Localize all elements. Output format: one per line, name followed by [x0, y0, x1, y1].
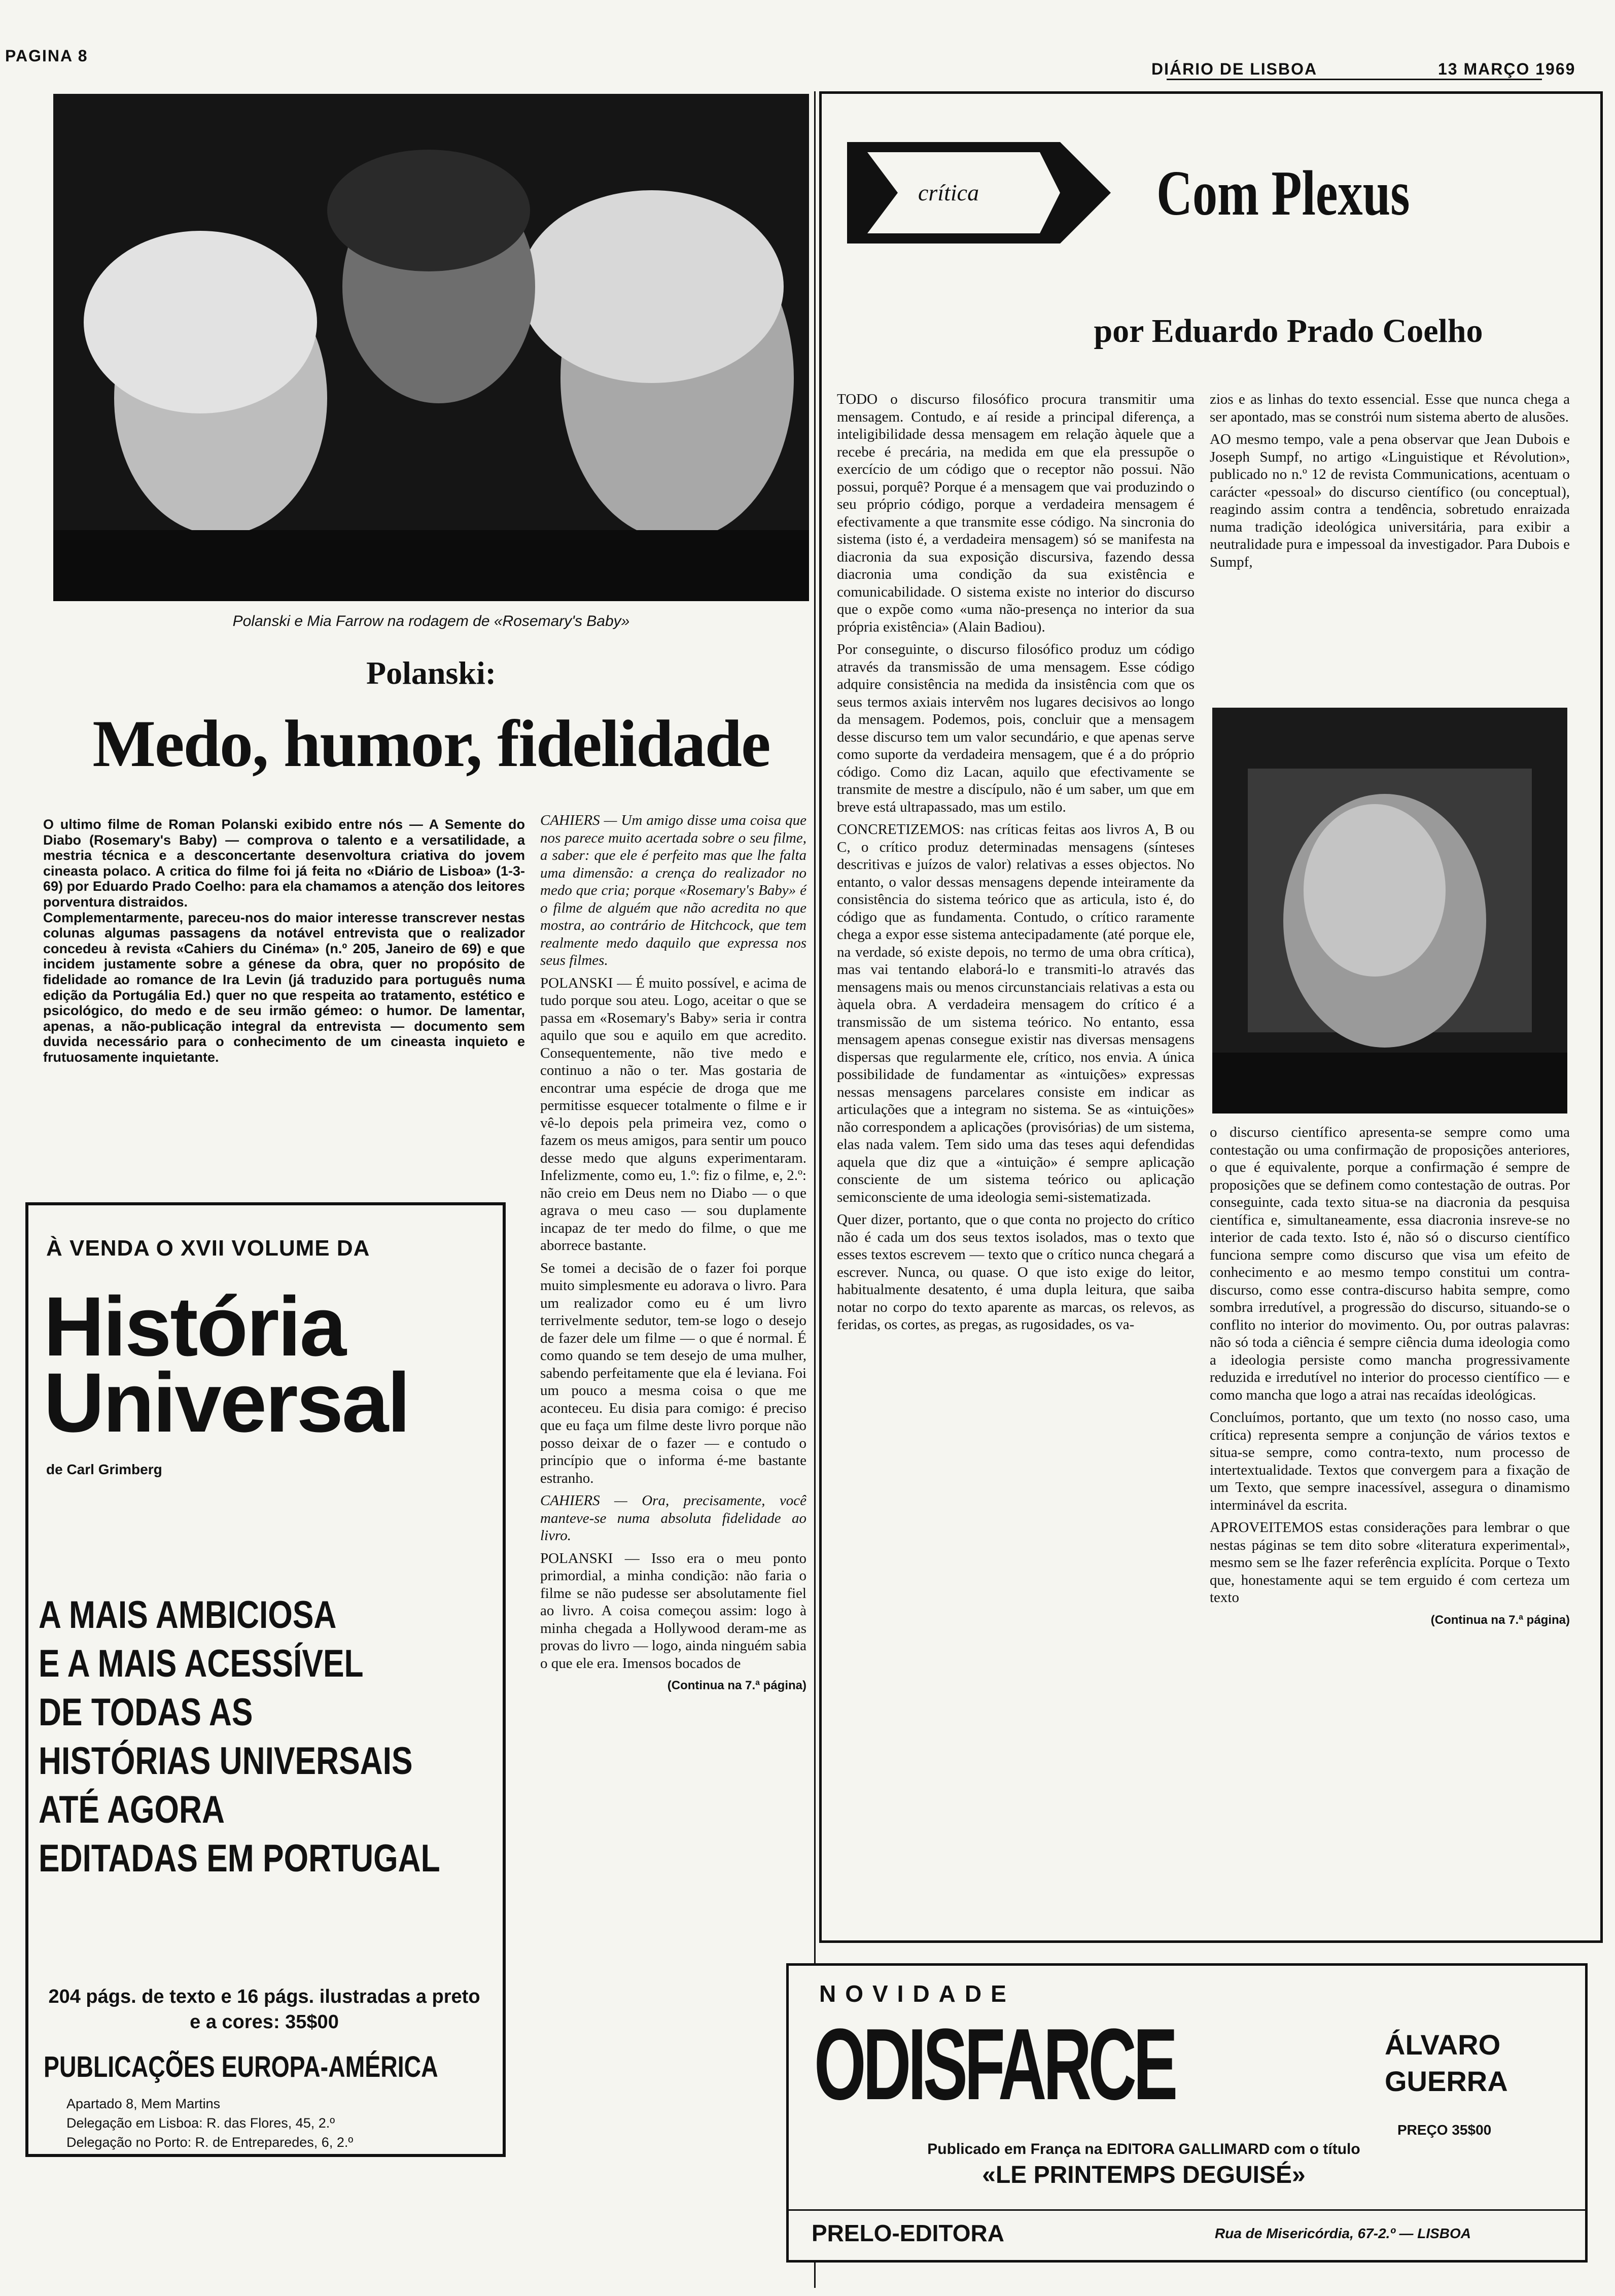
ad-address: Rua de Misericórdia, 67-2.º — LISBOA — [1215, 2225, 1471, 2241]
historia-universal-ad — [25, 1202, 506, 2157]
polanski-photo — [53, 94, 809, 601]
ad-top-line: NOVIDADE — [819, 1980, 1015, 2007]
text-column-2b — [1210, 1124, 1570, 1629]
ad-price: PREÇO 35$00 — [1397, 2122, 1492, 2138]
slogan-line: A MAIS AMBICIOSA — [39, 1593, 337, 1637]
slogan-line: ATÉ AGORA — [39, 1788, 225, 1831]
ad-title-line: História — [44, 1280, 345, 1374]
section-label: crítica — [918, 180, 979, 205]
interview-answer: POLANSKI — É muito possível, e acima de tudo porque sou ateu. Logo, aceitar o que se passa em «Rosemary's Baby» seria ir contra aquilo que sou e aquilo em que acredito. Consequentemente, não tive medo e continuo a não o ter. Mas gostaria de encontrar uma espécie de droga que me permitisse esquecer totalmente o filme e ir vê-lo depois pela primeira vez, como o fazem os meus amigos, para sentir um pouco desse medo que alguns experimentaram. Infelizmente, como eu, 1.º: fiz o filme, e, 2.º: não creio em Deus nem no Diabo — o que agrava o meu caso — sou duplamente incapaz de ter medo do filme, o que me aborrece bastante. — [540, 975, 806, 1254]
article-headline: Medo, humor, fidelidade — [92, 706, 770, 781]
continued-note: (Continua na 7.ª página) — [667, 1679, 806, 1692]
newspaper-name: DIÁRIO DE LISBOA — [1151, 60, 1318, 78]
odisfarce-ad — [786, 1963, 1588, 2263]
ad-publisher: PUBLICAÇÕES EUROPA-AMÉRICA — [44, 2050, 438, 2083]
text-column-1 — [837, 391, 1195, 1339]
ad-top-line: À VENDA O XVII VOLUME DA — [46, 1236, 370, 1261]
address-line: Delegação em Lisboa: R. das Flores, 45, 2.º — [66, 2115, 335, 2131]
header-rule — [1167, 79, 1542, 80]
interview-answer: POLANSKI — Isso era o meu ponto primordial, a minha condição: não faria o filme se não pudesse ser absolutamente fiel ao livro. A coisa começou assim: logo à minha chegada a Hollywood deram-me as provas do livro — logo, ainda ninguém sabia o que ele era. Imensos bocados de — [540, 1550, 806, 1672]
ad-specs: 204 págs. de texto e 16 págs. ilustradas a preto e a cores: 35$00 — [48, 1986, 480, 2033]
address-line: Apartado 8, Mem Martins — [66, 2096, 221, 2111]
intro-paragraph: Complementarmente, pareceu-nos do maior interesse transcrever nestas colunas algumas passagens da notável entrevista que o realizador concedeu à revista «Cahiers du Cinéma» (n.º 205, Janeiro de 69) e que incidem justamente sobre a génese da obra, quer no propósito de fidelidade ao romance de Ira Levin (já traduzido para português numa edição da Portugália Ed.) quer no que respeita ao tratamento, estético e psicológico, do medo e de seu irmão gémeo: o humor. De lamentar, apenas, a não-publicação integral da entrevista — documento sem duvida necessário para o conhecimento de um cineasta inquieto e frutuosamente inquietante. — [43, 910, 525, 1065]
ad-note: Publicado em França na EDITORA GALLIMARD com o título — [927, 2141, 1360, 2158]
body-paragraph: o discurso científico apresenta-se sempre como uma contestação ou uma confirmação de proposições anteriores, o que é equivalente, porque a confirmação é sempre de proposições que se definem como contestação de outras. Por conseguinte, cada texto situa-se na diacronia da pesquisa científica e, simultaneamente, essa diacronia insreve-se no interior de cada texto. Isto é, não só o discurso científico funciona sempre como discurso que visa um efeito de conhecimento e ao mesmo tempo constitui um contra-discurso, como esse contra-discurso habita sempre, como sombra irredutível, a progressão do discurso, situando-se o conflito no interior do movimento. Ou, por outras palavras: não só toda a ciência é sempre ciência duma ideologia como a ideologia persiste como mancha progressivamente reduzida e irredutível no interior do processo científico — e como mancha que logo a atrai nas recaídas ideológicas. — [1210, 1124, 1570, 1403]
slogan-line: EDITADAS EM PORTUGAL — [39, 1837, 440, 1880]
ad-slogan — [39, 1591, 495, 1883]
ad-title: ODISFARCE — [814, 2008, 1175, 2121]
interview-question: CAHIERS — Um amigo disse uma coisa que nos parece muito acertada sobre o seu filme, a saber: que ele é perfeito mas que lhe falta uma dimensão: a crença do realizador no medo que cria; porque «Rosemary's Baby» é o filme de alguém que não acredita no que mostra, ao contrário de Hitchcock, que tem realmente medo daquilo que expressa nos seus filmes. — [540, 812, 806, 968]
ad-publisher: PRELO-EDITORA — [812, 2220, 1004, 2246]
continued-note: (Continua na 7.ª página) — [1430, 1613, 1570, 1627]
body-paragraph: Concluímos, portanto, que um texto (no nosso caso, uma crítica) representa sempre a conjunção de vários textos e situa-se sempre, como contra-texto, num processo de intertextualidade. Textos que convergem para a fixação de um Texto, que sempre inacessível, assegura o dinamismo interminável da escrita. — [1210, 1409, 1570, 1513]
ad-addresses — [66, 2094, 482, 2152]
slogan-line: DE TODAS AS — [39, 1691, 253, 1734]
column-divider — [814, 91, 816, 2288]
ad-rule — [789, 2209, 1585, 2211]
body-paragraph: zios e as linhas do texto essencial. Esse que nunca chega a ser apontado, mas se constrói num sistema aberto de alusões. — [1210, 391, 1570, 425]
body-paragraph: AO mesmo tempo, vale a pena observar que Jean Dubois e Joseph Sumpf, no artigo «Linguistique et Révolution», publicado no n.º 12 de revista Communications, acentuam o carácter «pessoal» do discurso científico (ou conceptual), reagindo assim contra a tendência, sobretudo enraizada numa tradição ideológica universitária, para exibir a neutralidade pura e impessoal da investigador. Para Dubois e Sumpf, — [1210, 431, 1570, 570]
author-line: ÁLVARO — [1385, 2029, 1501, 2061]
ad-title-line: Universal — [44, 1356, 409, 1450]
ad-original-title: «LE PRINTEMPS DEGUISÉ» — [982, 2162, 1306, 2188]
issue-date: 13 MARÇO 1969 — [1438, 60, 1576, 78]
text-column-2 — [1210, 391, 1570, 576]
article-intro — [43, 817, 525, 1065]
article-byline: por Eduardo Prado Coelho — [1094, 312, 1483, 350]
body-paragraph: Quer dizer, portanto, que o que conta no projecto do crítico não é cada um dos seus textos isolados, mas o texto que esses textos escrevem — texto que o crítico nunca chegará a escrever. Nunca, ou quase. O que isto exige do leitor, habitualmente desatento, é uma dupla leitura, que saiba notar no corpo do texto aparente as marcas, os relevos, as feridas, os cortes, as pregas, as rugosidades, os va- — [837, 1211, 1195, 1333]
hand-photo — [1212, 708, 1567, 1114]
body-paragraph: Por conseguinte, o discurso filosófico produz um código através da transmissão de uma mensagem. Esse código adquire consistência na medida da insistência com que os seus termos axiais intervêm nos lugares decisivos ao longo da mensagem. Podemos, pois, concluir que a mensagem desse discurso tem um valor secundário, e que apenas serve como suporte da verdadeira mensagem, que é a do próprio código. Como diz Lacan, aquilo que efectivamente se transmite de mestre a discípulo, não é um saber, um que em breve está ultrapassado, mas um estilo. — [837, 641, 1195, 815]
ad-author: de Carl Grimberg — [46, 1462, 162, 1477]
author-line: GUERRA — [1385, 2065, 1508, 2097]
address-line: Delegação no Porto: R. de Entreparedes, 6, 2.º — [66, 2135, 354, 2150]
page-number: PAGINA 8 — [5, 47, 88, 65]
body-paragraph: APROVEITEMOS estas considerações para lembrar o que nestas páginas se tem dito sobre «literatura experimental», mesmo sem se lhe fazer referência explícita. Porque o Texto que, honestamente aqui se tem erguido é com certeza um texto — [1210, 1519, 1570, 1606]
interview-answer: Se tomei a decisão de o fazer foi porque muito simplesmente eu adorava o livro. Para um realizador como eu é um livro terrivelmente sedutor, tem-se logo o desejo de fazer dele um filme — o que é normal. É como quando se tem desejo de uma mulher, sabendo perfeitamente que ela é leviana. Foi um pouco a mesma coisa o que me aconteceu. Eu disia para comigo: é preciso que eu faça um filme deste livro porque não posso deixar de o fazer — e contudo o princípio que o informa é-me bastante estranho. — [540, 1260, 806, 1486]
article-title: Com Plexus — [1156, 158, 1410, 229]
com-plexus-article — [819, 91, 1603, 1943]
article-kicker: Polanski: — [366, 655, 497, 691]
interview-column — [540, 812, 806, 1695]
slogan-line: E A MAIS ACESSÍVEL — [39, 1642, 364, 1685]
interview-question: CAHIERS — Ora, precisamente, você manteve-se numa absoluta fidelidade ao livro. — [540, 1492, 806, 1544]
slogan-line: HISTÓRIAS UNIVERSAIS — [39, 1740, 413, 1783]
photo-caption: Polanski e Mia Farrow na rodagem de «Rosemary's Baby» — [232, 613, 630, 630]
ad-author — [1385, 2027, 1508, 2100]
body-paragraph: CONCRETIZEMOS: nas críticas feitas aos livros A, B ou C, o crítico produz determinadas mensagens (sínteses descritivas e juízos de valor) relativas a esses objectos. No entanto, o valor dessas mensagens depende inteiramente da consistência do sistema teórico que as articula, isto é, do código que as fundamenta. Contudo, o crítico raramente chega a expor esse sistema antecipadamente (até porque ele, na verdade, só existe depois, no termo de uma obra crítica), mas vai tentando elaborá-lo e transmiti-lo através das mensagens mais ou menos circunstanciais relativas a esta ou àquela obra. A verdadeira mensagem do crítico é a transmissão de um sistema teórico. No entanto, essa mensagem apenas consegue existir nas diversas mensagens dispersas que regularmente ele, crítico, nos envia. A única possibilidade de fundamentar as «intuições» expressas nessas mensagens parcelares consiste em indicar as articulações que a integram no sistema. Se as «intuições» não correspondem a aplicações (provisórias) de um sistema, elas nada valem. Tem sido uma das teses aqui defendidas aquela que diz que a «intuição» é sempre aplicação consciente de um sistema teórico ou aplicação semiconsciente de uma ideologia semi-sistematizada. — [837, 821, 1195, 1205]
intro-paragraph: O ultimo filme de Roman Polanski exibido entre nós — A Semente do Diabo (Rosemary's Baby) — comprova o talento e a versatilidade, a mestria técnica e a desconcertante desenvoltura criativa do jovem cineasta polaco. A critica do filme foi já feita no «Diário de Lisboa» (1-3-69) por Eduardo Prado Coelho: para ela chamamos a atenção dos leitores porventura distraidos. — [43, 817, 525, 910]
body-paragraph: TODO o discurso filosófico procura transmitir uma mensagem. Contudo, e aí reside a principal diferença, a inteligibilidade dessa mensagem em relação àquele que a recebe é precária, na medida em que ela pressupõe o exercício de um código que o receptor não possui. Não possui, porquê? Porque é a mensagem que vai produzindo o seu próprio código, porque a verdadeira mensagem é efectivamente a que transmite esse código. Na sincronia do sistema (isto é, a verdadeira mensagem) só se manifesta na diacronia da sua exposição discursiva, fazendo dessa diacronia uma condição da sua existência e comunicabilidade. O sistema existe no interior do discurso que o expõe como «uma não-presença no interior da sua própria existência» (Alain Badiou). — [837, 391, 1195, 635]
